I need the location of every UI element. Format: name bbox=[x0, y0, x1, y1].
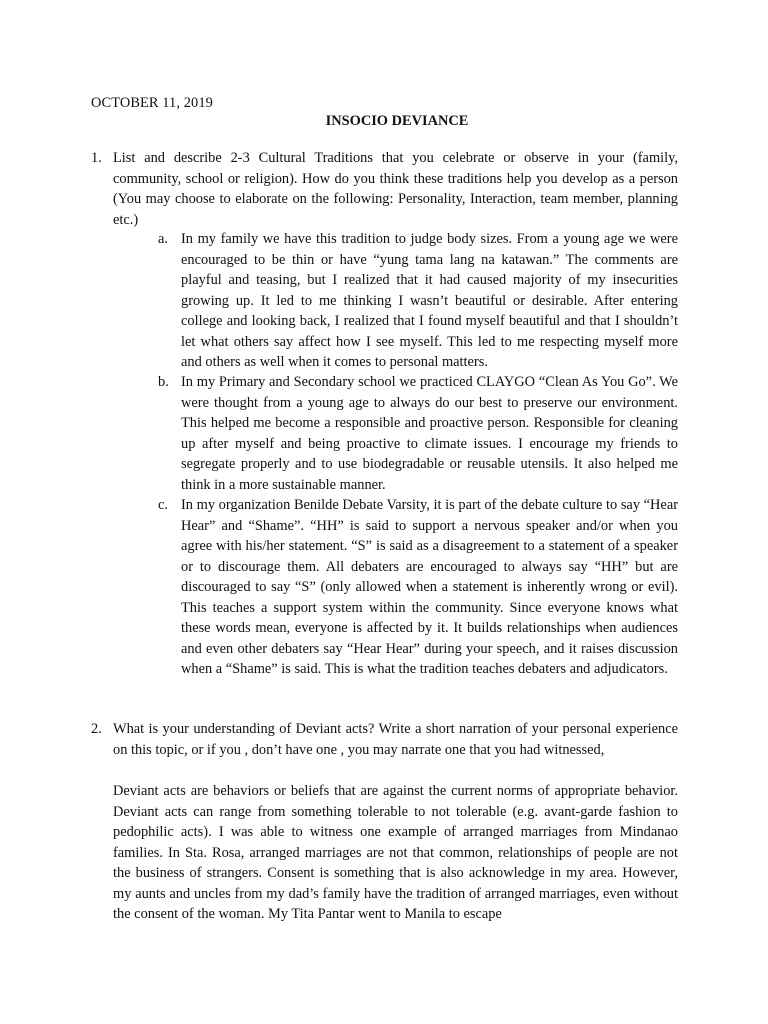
answer-letter: b. bbox=[158, 374, 169, 390]
answer-text: In my organization Benilde Debate Varsity, it is part of the debate culture to say “Hear Hear” and “Shame”. “HH” is said to support a nervous speaker and/or when you agree with his/her statement. “S” is said as a disagreement to a statement of a speaker or to discourage them. All debaters are encouraged to always say “HH” but are discouraged to say “S” (only allowed when a statement is inherently wrong or evil). This teaches a support system within the community. Since everyone knows what these words mean, everyone is affected by it. It builds relationships when audiences and even other debaters say “Hear Hear” during your speech, and it raises discussion when a “Shame” is said. This is what the tradition teaches debaters and adjudicators. bbox=[181, 497, 678, 677]
question-number: 1. bbox=[91, 150, 102, 166]
answer-item-c bbox=[158, 495, 678, 680]
question-text: What is your understanding of Deviant acts? Write a short narration of your personal experience on this topic, or if you , don’t have one , you may narrate one that you had witnessed, bbox=[113, 721, 678, 758]
answer-text: In my Primary and Secondary school we practiced CLAYGO “Clean As You Go”. We were thought from a young age to always do our best to preserve our environment. This helped me become a responsible and proactive person. Responsible for cleaning up after myself and being proactive to climate issues. I encourage my friends to segregate properly and to use biodegradable or reusable utensils. It also helped me think in a more sustainable manner. bbox=[181, 374, 678, 493]
answer-item-a bbox=[158, 229, 678, 373]
answer-text: In my family we have this tradition to judge body sizes. From a young age we were encouraged to be thin or have “yung tama lang na katawan.” The comments are playful and teasing, but I realized that it had caused majority of my insecurities growing up. It led to me thinking I wasn’t beautiful or desirable. After entering college and looking back, I realized that I found myself beautiful and that I shouldn’t let what others say affect how I see myself. This led to me respecting myself more and others as well when it comes to personal matters. bbox=[181, 231, 678, 370]
question-2-answer: Deviant acts are behaviors or beliefs that are against the current norms of appropriate behavior. Deviant acts can range from something tolerable to not tolerable (e.g. avant-garde fashion to pedophilic acts). I was able to witness one example of arranged marriages from Mindanao families. In Sta. Rosa, arranged marriages are not that common, relationships of people are not the business of strangers. Consent is something that is also acknowledge in my area. However, my aunts and uncles from my dad’s family have the tradition of arranged marriages, even without the consent of the woman. My Tita Pantar went to Manila to escape bbox=[113, 783, 678, 922]
question-text: List and describe 2-3 Cultural Traditions that you celebrate or observe in your (family, community, school or religion). How do you think these traditions help you develop as a person (You may choose to elaborate on the following: Personality, Interaction, team member, planning etc.) bbox=[113, 150, 678, 228]
question-2 bbox=[91, 719, 678, 760]
question-number: 2. bbox=[91, 721, 102, 737]
answer-letter: a. bbox=[158, 231, 168, 247]
question-1 bbox=[91, 148, 678, 230]
document-date: OCTOBER 11, 2019 bbox=[91, 95, 213, 111]
answer-letter: c. bbox=[158, 497, 168, 513]
document-title: INSOCIO DEVIANCE bbox=[325, 113, 469, 129]
answer-item-b bbox=[158, 372, 678, 495]
